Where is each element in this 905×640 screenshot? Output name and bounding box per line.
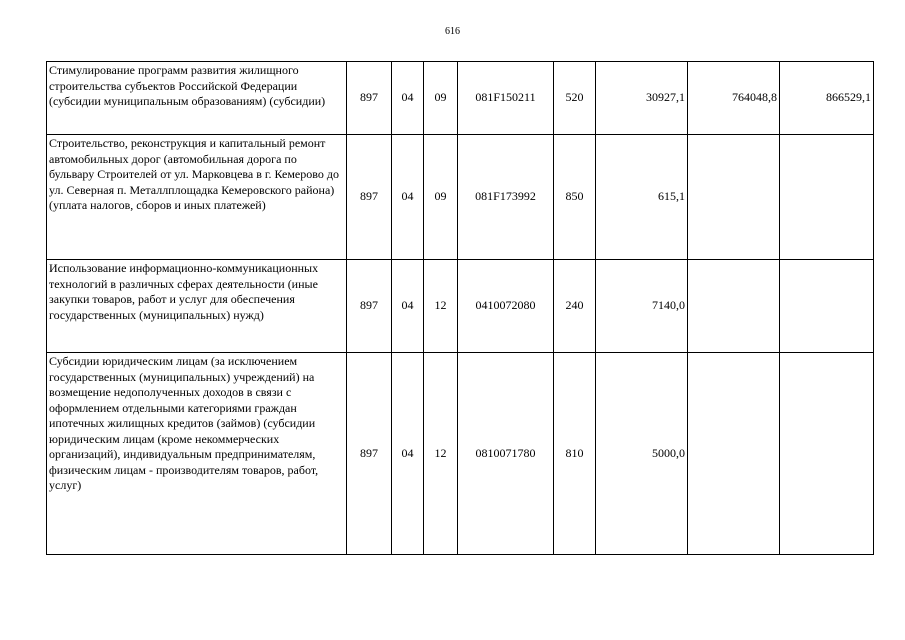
row-description: Стимулирование программ развития жилищного строительства субъектов Российской Федерации (субсидии муниципальным образованиям) (субсидии)	[47, 62, 347, 135]
ministry-code: 897	[347, 260, 392, 353]
sum-year-2	[688, 135, 780, 260]
expense-type-code: 810	[554, 353, 596, 555]
section-code: 04	[392, 135, 424, 260]
table-row	[47, 135, 874, 260]
ministry-code: 897	[347, 135, 392, 260]
expense-type-code: 850	[554, 135, 596, 260]
section-code: 04	[392, 260, 424, 353]
sum-year-2: 764048,8	[688, 62, 780, 135]
sum-year-1: 30927,1	[596, 62, 688, 135]
sum-year-2	[688, 353, 780, 555]
row-description: Использование информационно-коммуникационных технологий в различных сферах деятельности (иные закупки товаров, работ и услуг для обеспечения государственных (муниципальных) нужд)	[47, 260, 347, 353]
section-code: 04	[392, 353, 424, 555]
expense-type-code: 240	[554, 260, 596, 353]
page-number: 616	[445, 26, 460, 37]
sum-year-1: 5000,0	[596, 353, 688, 555]
sum-year-1: 7140,0	[596, 260, 688, 353]
table-row	[47, 62, 874, 135]
sum-year-3	[780, 260, 874, 353]
sum-year-3	[780, 353, 874, 555]
sum-year-1: 615,1	[596, 135, 688, 260]
row-description: Строительство, реконструкция и капитальный ремонт автомобильных дорог (автомобильная дорога по бульвару Строителей от ул. Марковцева в г. Кемерово до ул. Северная п. Металлплощадка Кемеровского района) (уплата налогов, сборов и иных платежей)	[47, 135, 347, 260]
subsection-code: 12	[424, 353, 458, 555]
sum-year-2	[688, 260, 780, 353]
budget-table	[46, 61, 874, 555]
subsection-code: 09	[424, 135, 458, 260]
sum-year-3: 866529,1	[780, 62, 874, 135]
subsection-code: 12	[424, 260, 458, 353]
table-row	[47, 260, 874, 353]
row-description: Субсидии юридическим лицам (за исключением государственных (муниципальных) учреждений) на возмещение недополученных доходов в связи с оформлением отдельными категориями граждан ипотечных жилищных кредитов (займов) (субсидии юридическим лицам (кроме некоммерческих организаций), индивидуальным предпринимателям, физическим лицам - производителям товаров, работ, услуг)	[47, 353, 347, 555]
target-article-code: 0410072080	[458, 260, 554, 353]
sum-year-3	[780, 135, 874, 260]
target-article-code: 0810071780	[458, 353, 554, 555]
target-article-code: 081F173992	[458, 135, 554, 260]
target-article-code: 081F150211	[458, 62, 554, 135]
subsection-code: 09	[424, 62, 458, 135]
expense-type-code: 520	[554, 62, 596, 135]
ministry-code: 897	[347, 62, 392, 135]
table-row	[47, 353, 874, 555]
section-code: 04	[392, 62, 424, 135]
ministry-code: 897	[347, 353, 392, 555]
